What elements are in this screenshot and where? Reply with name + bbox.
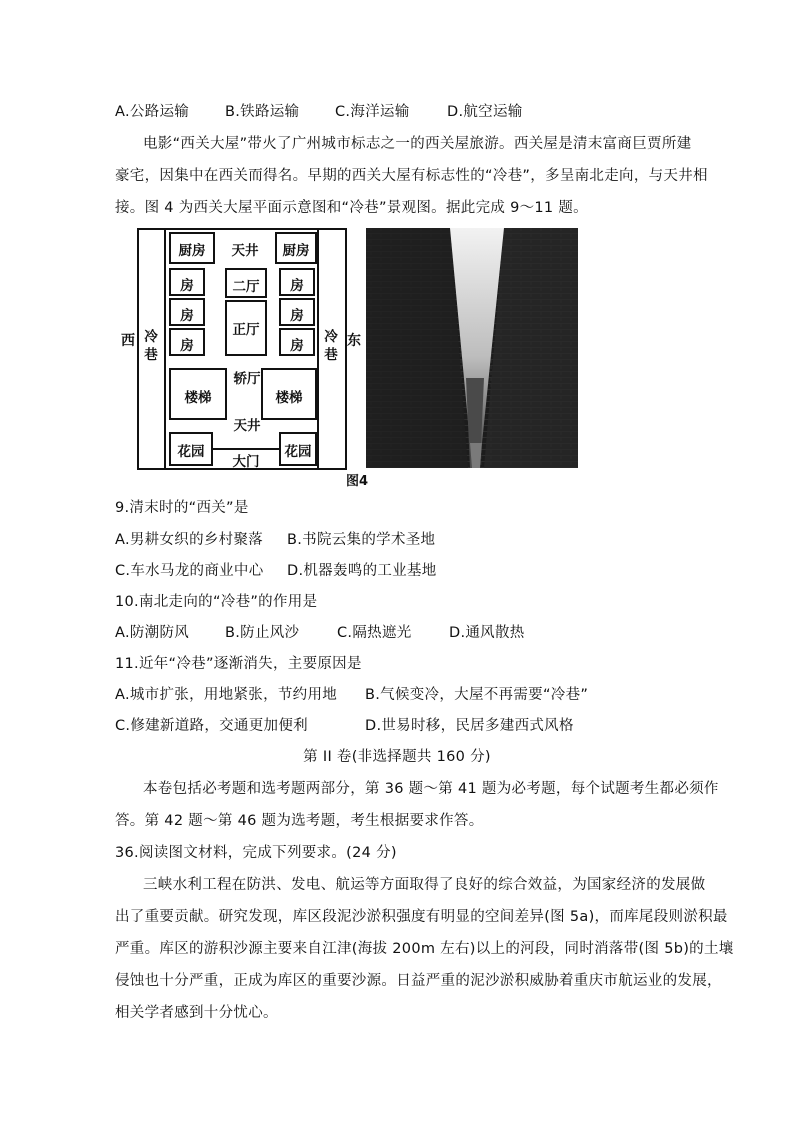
main-hall-label: 正厅 [232,322,260,338]
west-lane-wall [164,228,166,468]
second-hall-label: 二厅 [232,279,260,295]
stairs-left-label: 楼梯 [184,390,212,406]
q11-stem: 11.近年“冷巷”逐渐消失，主要原因是 [115,656,362,672]
q9-option-a: A.男耕女织的乡村聚落 [115,532,264,548]
room-right-1-label: 房 [290,278,304,294]
room-right-3-label: 房 [290,338,304,354]
q10-option-d: D.通风散热 [449,625,525,641]
intro-line-2: 豪宅，因集中在西关而得名。早期的西关大屋有标志性的“冷巷”，多呈南北走向，与天井相 [115,168,708,184]
east-lane-wall [317,228,319,468]
kitchen-left-label: 厨房 [178,243,206,259]
q8-option-c: C.海洋运输 [335,104,410,120]
q10-option-b: B.防止风沙 [225,625,300,641]
east-lane-label: 冷巷 [324,329,338,363]
section-title: 第 II 卷(非选择题共 160 分) [303,749,491,765]
west-lane-label: 冷巷 [144,329,158,363]
cold-lane-photo [366,228,578,468]
intro-line-1: 电影“西关大屋”带火了广州城市标志之一的西关屋旅游。西关屋是清末富商巨贾所建 [143,136,692,152]
q8-option-d: D.航空运输 [447,104,523,120]
q10-option-a: A.防潮防风 [115,625,190,641]
q8-option-a: A.公路运输 [115,104,190,120]
east-label: 东 [347,333,361,349]
q11-option-b: B.气候变冷，大屋不再需要“冷巷” [365,687,589,703]
stairs-right-label: 楼梯 [275,390,303,406]
q36-line-5: 相关学者感到十分忧心。 [115,1005,278,1021]
courtyard-top-label: 天井 [231,243,259,259]
kitchen-right-label: 厨房 [282,243,310,259]
q11-option-d: D.世易时移，民居多建西式风格 [365,718,574,734]
garden-left-label: 花园 [177,444,205,460]
section-intro-line-2: 答。第 42 题～第 46 题为选考题，考生根据要求作答。 [115,813,484,829]
courtyard-bottom-label: 天井 [233,418,261,434]
garden-right-label: 花园 [284,444,312,460]
room-left-3-label: 房 [180,338,194,354]
q11-option-a: A.城市扩张，用地紧张，节约用地 [115,687,338,703]
gate-label: 大门 [232,454,260,470]
room-left-1-label: 房 [180,278,194,294]
q36-line-4: 侵蚀也十分严重，正成为库区的重要沙源。日益严重的泥沙淤积威胁着重庆市航运业的发展， [115,973,722,989]
q36-line-3: 严重。库区的游积沙源主要来自江津(海拔 200m 左右)以上的河段，同时消落带(图 5b)的土壤 [115,941,734,957]
q10-option-c: C.隔热遮光 [337,625,412,641]
sedan-hall-label: 轿厅 [233,371,261,387]
q11-option-c: C.修建新道路，交通更加便利 [115,718,308,734]
q9-option-b: B.书院云集的学术圣地 [287,532,436,548]
room-right-2-label: 房 [290,308,304,324]
q36-stem: 36.阅读图文材料，完成下列要求。(24 分) [115,845,397,861]
figure-caption: 图4 [345,474,369,489]
section-intro-line-1: 本卷包括必考题和选考题两部分，第 36 题～第 41 题为必考题，每个试题考生都必须作 [143,781,719,797]
q10-stem: 10.南北走向的“冷巷”的作用是 [115,594,318,610]
cold-lane-photo-image [366,228,578,468]
q9-stem: 9.清末时的“西关”是 [115,500,249,516]
q9-option-d: D.机器轰鸣的工业基地 [287,563,437,579]
floor-plan-diagram [137,228,345,468]
q9-option-c: C.车水马龙的商业中心 [115,563,264,579]
room-left-2-label: 房 [180,308,194,324]
q8-option-b: B.铁路运输 [225,104,300,120]
q36-line-1: 三峡水利工程在防洪、发电、航运等方面取得了良好的综合效益，为国家经济的发展做 [143,877,706,893]
intro-line-3: 接。图 4 为西关大屋平面示意图和“冷巷”景观图。据此完成 9～11 题。 [115,200,588,216]
west-label: 西 [121,333,135,349]
q36-line-2: 出了重要贡献。研究发现，库区段泥沙淤积强度有明显的空间差异(图 5a)，而库尾段则淤积最 [115,909,728,925]
